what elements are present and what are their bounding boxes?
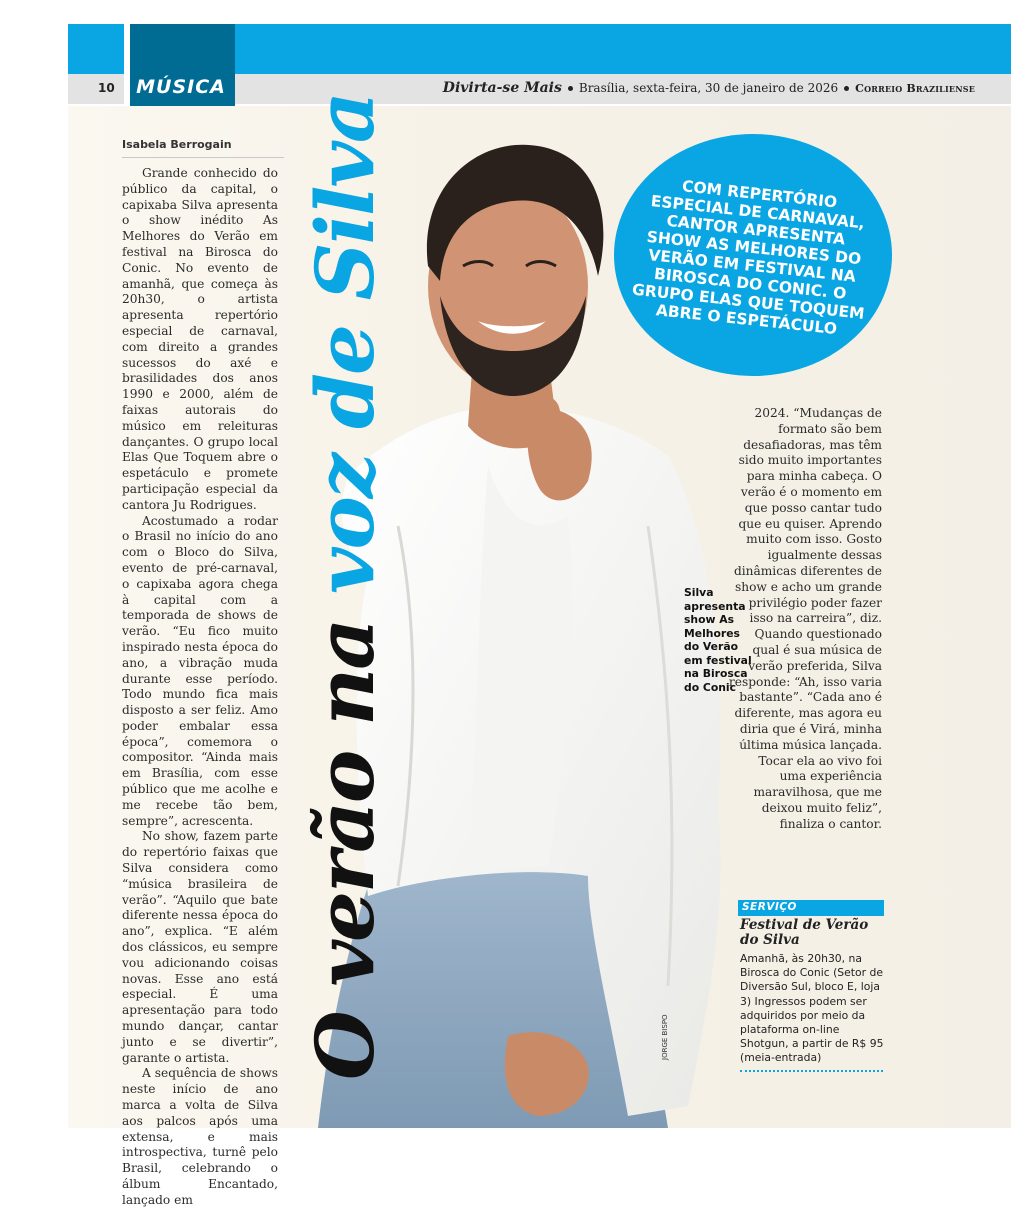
article-column-right xyxy=(728,406,882,833)
photo-caption: Silva apresenta show As Melhores do Verão em festival na Birosca do Conic xyxy=(684,586,752,694)
separator-dot-icon xyxy=(568,86,573,91)
pullquote-text: COM REPERTÓRIO ESPECIAL DE CARNAVAL, CANTOR APRESENTA SHOW AS MELHORES DO VERÃO EM FESTIVAL NA BIROSCA DO CONIC. O GRUPO ELAS QUE TOQUEM ABRE O ESPETÁCULO xyxy=(631,177,866,339)
service-title: Festival de Verão do Silva xyxy=(740,917,869,948)
headline-part1: O verão na xyxy=(298,594,392,1080)
service-divider xyxy=(740,1070,883,1072)
paragraph: A sequência de shows neste início de ano marca a volta de Silva aos palcos após uma extensa, e mais introspectiva, turnê pelo Brasil, celebrando o álbum Encantado, lançado em xyxy=(122,1066,278,1207)
headline xyxy=(298,93,392,1080)
paragraph: 2024. “Mudanças de formato são bem desafiadoras, mas têm sido muito importantes para minha cabeça. O verão é o momento em que posso cantar tudo que eu quiser. Aprendo muito com isso. Gosto igualmente dessas dinâmicas diferentes de show e acho um grande privilégio poder fazer isso na carreira”, diz. xyxy=(733,406,882,626)
article-column-left xyxy=(122,166,278,1209)
page-number: 10 xyxy=(98,81,115,95)
paragraph: Quando questionado qual é sua música de verão preferida, Silva responde: “Ah, isso varia bastante”. “Cada ano é diferente, mas agora eu diria que é Virá, minha última música lançada. Tocar ela ao vivo foi uma experiência maravilhosa, que me deixou muito feliz”, finaliza o cantor. xyxy=(728,627,882,831)
separator-dot-icon xyxy=(844,86,849,91)
section-label: MÚSICA xyxy=(136,76,226,98)
masthead-line xyxy=(443,80,975,96)
paragraph: Grande conhecido do público da capital, o capixaba Silva apresenta o show inédito As Melhores do Verão em festival na Birosca do Conic. No evento de amanhã, que começa às 20h30, o artista apresenta repertório especial de carnaval, com direito a grandes sucessos do axé e brasilidades dos anos 1990 e 2000, além de faixas autorais do músico em releituras dançantes. O grupo local Elas Que Toquem abre o espetáculo e promete participação especial da cantora Ju Rodrigues. xyxy=(122,166,278,512)
dateline: Brasília, sexta-feira, 30 de janeiro de 2026 xyxy=(578,81,839,95)
newspaper-name: Correio Braziliense xyxy=(855,81,975,95)
supplement-name: Divirta-se Mais xyxy=(442,80,562,96)
headline-part2: voz de Silva xyxy=(298,93,392,595)
service-label: SERVIÇO xyxy=(742,901,797,913)
service-body: Amanhã, às 20h30, na Birosca do Conic (Setor de Diversão Sul, bloco E, loja 3) Ingressos podem ser adquiridos por meio da plataforma on-line Shotgun, a partir de R$ 95 (meia-entrada) xyxy=(740,952,884,1065)
paragraph: Acostumado a rodar o Brasil no início do ano com o Bloco do Silva, evento de pré-carnaval, o capixaba agora chega à capital com a temporada de shows de verão. “Eu fico muito inspirado nesta época do ano, a vibração muda durante esse período. Todo mundo fica mais disposto a ser feliz. Amo poder embalar essa época”, comemora o compositor. “Ainda mais em Brasília, com esse público que me acolhe e me recebe tão bem, sempre”, acrescenta. xyxy=(122,513,278,828)
photo-credit: JORGE BISPO xyxy=(661,1014,669,1060)
byline: Isabela Berrogain xyxy=(122,138,284,158)
paragraph: No show, fazem parte do repertório faixas que Silva considera como “música brasileira de verão”. “Aquilo que bate diferente nessa época do ano”, explica. “E além dos clássicos, eu sempre vou adicionando coisas novas. Esse ano está especial. É uma apresentação para todo mundo dançar, cantar junto e se divertir”, garante o artista. xyxy=(122,829,278,1065)
